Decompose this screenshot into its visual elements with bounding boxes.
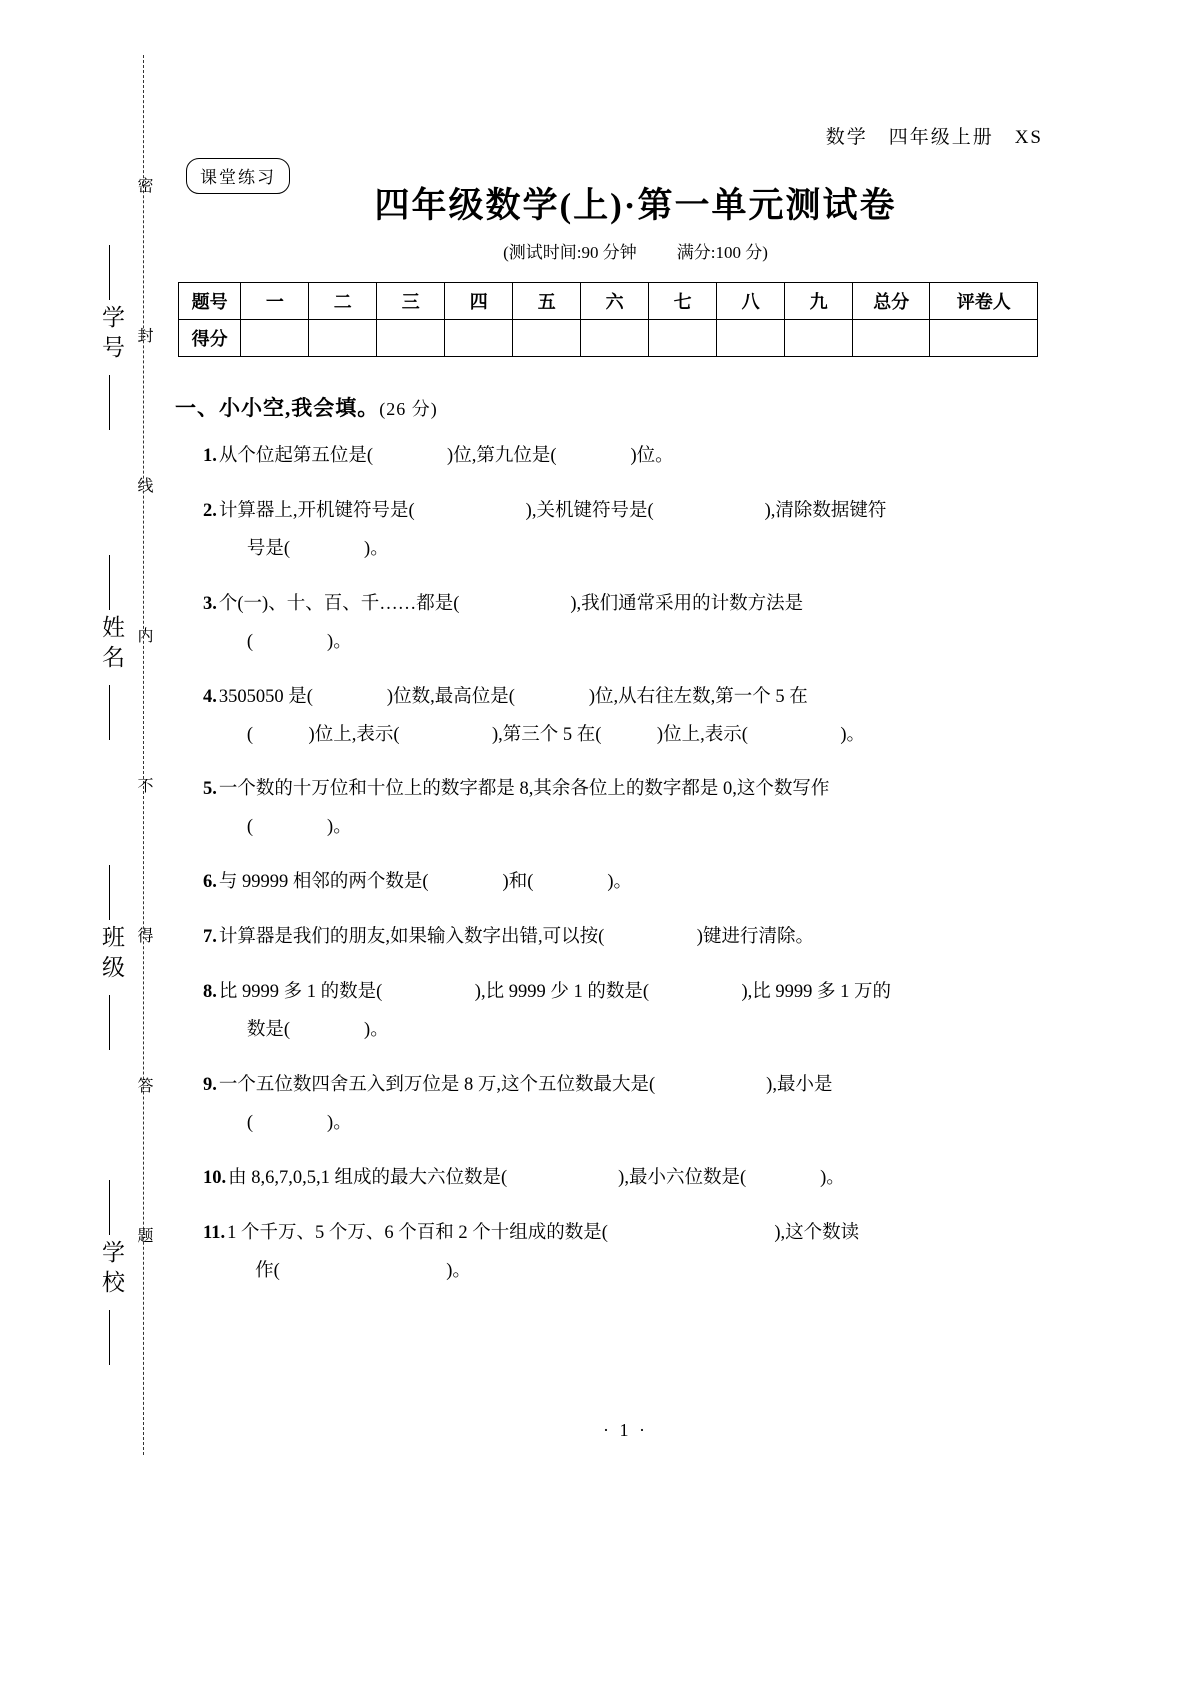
question-line: 一个五位数四舍五入到万位是 8 万,这个五位数最大是( ),最小是 bbox=[218, 1074, 833, 1095]
field-label-student-number: 学号 bbox=[99, 305, 124, 365]
seal-char-5: 得 bbox=[135, 927, 152, 947]
question-text[interactable] bbox=[219, 679, 1045, 755]
question-line: ( )。 bbox=[246, 1112, 352, 1133]
question-line: 作( )。 bbox=[255, 1260, 471, 1281]
score-cell[interactable] bbox=[309, 320, 377, 357]
question-text[interactable]: 从个位起第五位是( )位,第九位是( )位。 bbox=[218, 446, 674, 466]
question-item-5 bbox=[175, 771, 1045, 847]
score-cell[interactable] bbox=[377, 320, 445, 357]
question-number: 10. bbox=[203, 1167, 227, 1188]
score-table-col-1: 二 bbox=[309, 283, 377, 320]
question-number: 8. bbox=[203, 982, 217, 1003]
exam-time: (测试时间:90 分钟 bbox=[503, 243, 637, 262]
question-number: 5. bbox=[203, 779, 217, 800]
score-table-col-4: 五 bbox=[513, 283, 581, 320]
question-line: 3505050 是( )位数,最高位是( )位,从右往左数,第一个 5 在 bbox=[218, 686, 808, 707]
question-text[interactable]: 与 99999 相邻的两个数是( )和( )。 bbox=[218, 872, 633, 893]
question-line: 号是( )。 bbox=[246, 538, 389, 559]
seal-char-1: 封 bbox=[135, 327, 152, 347]
question-line: 计算器上,开机键符号是( ),关机键符号是( ),清除数据键符 bbox=[218, 500, 887, 521]
score-cell[interactable] bbox=[649, 320, 717, 357]
question-number: 2. bbox=[203, 500, 217, 521]
practice-badge: 课堂练习 bbox=[186, 158, 290, 194]
question-number: 9. bbox=[203, 1074, 217, 1095]
field-rule-2a bbox=[109, 865, 110, 920]
field-rule-0b bbox=[109, 375, 110, 430]
seal-char-6: 答 bbox=[135, 1077, 152, 1097]
question-item-7 bbox=[175, 919, 1045, 957]
question-number: 4. bbox=[203, 686, 217, 707]
question-section bbox=[175, 392, 1045, 1308]
score-table-col-0: 一 bbox=[241, 283, 309, 320]
score-table-col-8: 九 bbox=[785, 283, 853, 320]
seal-char-7: 题 bbox=[135, 1227, 152, 1247]
field-rule-1b bbox=[109, 685, 110, 740]
question-item-8 bbox=[175, 974, 1045, 1050]
field-rule-3b bbox=[109, 1310, 110, 1365]
question-number: 11. bbox=[203, 1222, 226, 1243]
question-item-4 bbox=[175, 679, 1045, 755]
question-line: ( )。 bbox=[246, 631, 352, 652]
question-line: ( )位上,表示( ),第三个 5 在( )位上,表示( )。 bbox=[246, 724, 866, 745]
table-row bbox=[179, 283, 1038, 320]
header-subject-label: 数学 四年级上册 XS bbox=[825, 127, 1043, 148]
score-table bbox=[178, 282, 1038, 357]
question-number: 1. bbox=[203, 446, 217, 466]
score-cell[interactable] bbox=[513, 320, 581, 357]
field-label-name: 姓名 bbox=[99, 615, 124, 675]
score-table-row-label-0: 题号 bbox=[179, 283, 241, 320]
question-number: 6. bbox=[203, 872, 217, 893]
question-item-2 bbox=[175, 493, 1045, 569]
score-cell[interactable] bbox=[717, 320, 785, 357]
question-text[interactable] bbox=[219, 493, 1045, 569]
question-line: 一个数的十万位和十位上的数字都是 8,其余各位上的数字都是 0,这个数写作 bbox=[218, 779, 830, 800]
left-margin-band bbox=[95, 55, 185, 1455]
score-cell[interactable] bbox=[445, 320, 513, 357]
score-cell-grader[interactable] bbox=[930, 320, 1038, 357]
seal-char-4: 不 bbox=[135, 777, 152, 797]
field-rule-3a bbox=[109, 1180, 110, 1235]
question-text[interactable]: 由 8,6,7,0,5,1 组成的最大六位数是( ),最小六位数是( )。 bbox=[228, 1167, 845, 1188]
question-item-9 bbox=[175, 1067, 1045, 1143]
score-table-col-3: 四 bbox=[445, 283, 513, 320]
question-item-11 bbox=[175, 1215, 1045, 1291]
page-number: · 1 · bbox=[603, 1420, 648, 1440]
score-table-col-6: 七 bbox=[649, 283, 717, 320]
question-line: 1 个千万、5 个万、6 个百和 2 个十组成的数是( ),这个数读 bbox=[227, 1222, 860, 1243]
question-item-1 bbox=[175, 438, 1045, 476]
seal-char-2: 线 bbox=[135, 477, 152, 497]
score-cell[interactable] bbox=[785, 320, 853, 357]
score-table-col-7: 八 bbox=[717, 283, 785, 320]
score-table-col-grader: 评卷人 bbox=[930, 283, 1038, 320]
section-heading-text: 一、小小空,我会填。 bbox=[175, 396, 380, 420]
question-line: ( )。 bbox=[246, 817, 352, 838]
seal-char-3: 内 bbox=[135, 627, 152, 647]
score-cell[interactable] bbox=[241, 320, 309, 357]
seal-char-0: 密 bbox=[135, 177, 152, 197]
section-score: (26 分) bbox=[379, 399, 438, 419]
question-line: 个(一)、十、百、千……都是( ),我们通常采用的计数方法是 bbox=[218, 593, 804, 614]
question-line: 比 9999 多 1 的数是( ),比 9999 少 1 的数是( ),比 9999 多 1 万的 bbox=[218, 982, 892, 1003]
question-number: 3. bbox=[203, 593, 217, 614]
field-rule-1a bbox=[109, 555, 110, 610]
score-cell[interactable] bbox=[581, 320, 649, 357]
table-row bbox=[179, 320, 1038, 357]
score-cell-total[interactable] bbox=[853, 320, 930, 357]
page-title: 四年级数学(上)·第一单元测试卷 bbox=[374, 186, 897, 225]
question-text[interactable] bbox=[219, 974, 1045, 1050]
exam-full-marks: 满分:100 分) bbox=[676, 243, 768, 262]
score-table-col-2: 三 bbox=[377, 283, 445, 320]
question-text[interactable] bbox=[219, 771, 1045, 847]
question-item-10 bbox=[175, 1160, 1045, 1198]
question-item-6 bbox=[175, 864, 1045, 902]
section-heading bbox=[175, 392, 1045, 422]
question-item-3 bbox=[175, 586, 1045, 662]
question-text[interactable] bbox=[219, 1067, 1045, 1143]
score-table-col-5: 六 bbox=[581, 283, 649, 320]
question-line: 数是( )。 bbox=[246, 1020, 389, 1041]
question-text[interactable] bbox=[227, 1215, 1045, 1291]
question-text[interactable]: 计算器是我们的朋友,如果输入数字出错,可以按( )键进行清除。 bbox=[218, 927, 814, 948]
score-table-col-total: 总分 bbox=[853, 283, 930, 320]
question-number: 7. bbox=[203, 927, 217, 948]
question-text[interactable] bbox=[219, 586, 1045, 662]
field-label-class: 班级 bbox=[99, 925, 124, 985]
score-table-row-label-1: 得分 bbox=[179, 320, 241, 357]
field-label-school: 学校 bbox=[99, 1240, 124, 1300]
field-rule-2b bbox=[109, 995, 110, 1050]
exam-meta bbox=[0, 238, 1191, 263]
